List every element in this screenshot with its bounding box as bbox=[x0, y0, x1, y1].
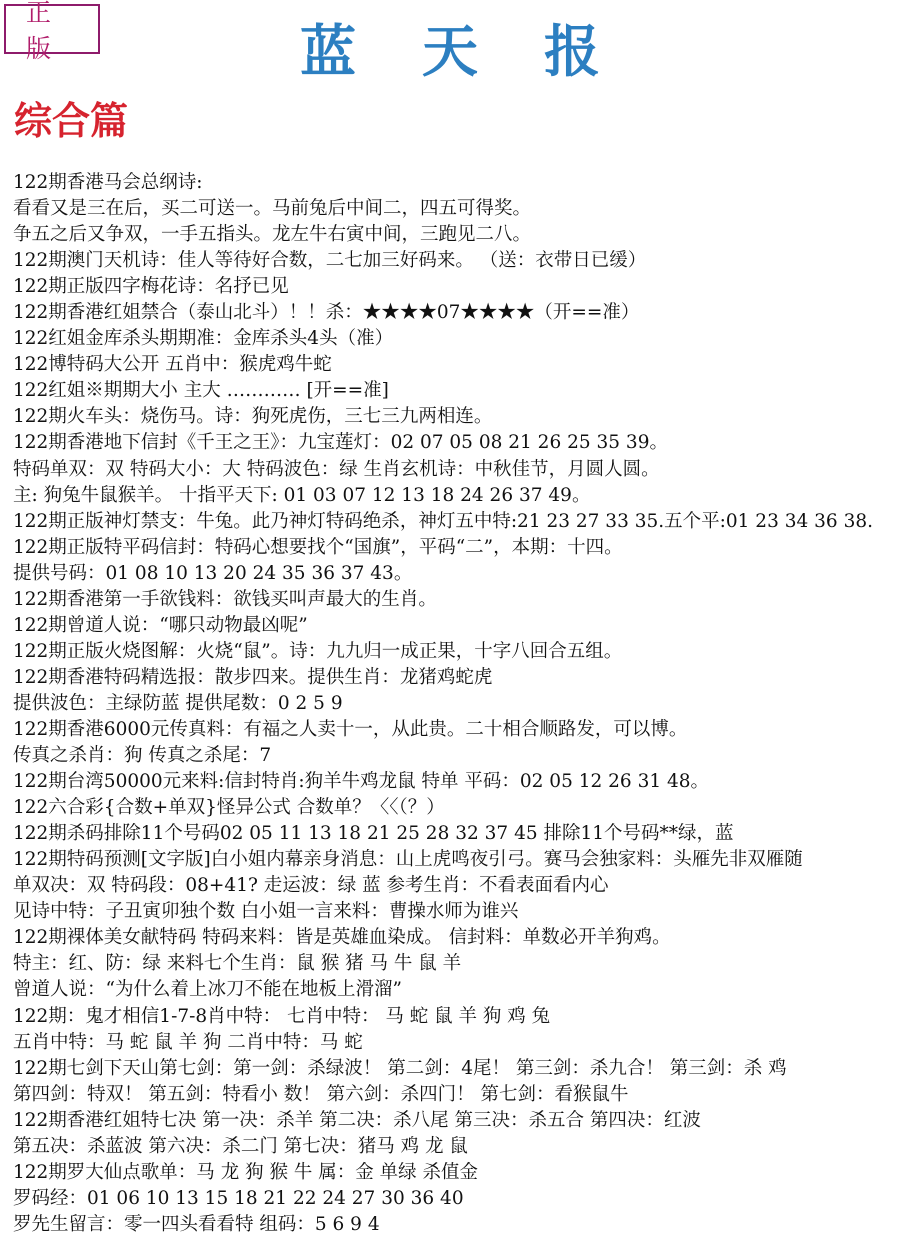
text-line: 单双决：双 特码段：08+41? 走运波：绿 蓝 参考生肖：不看表面看内心 bbox=[13, 875, 609, 897]
text-line: 122期正版特平码信封：特码心想要找个“国旗”，平码“二”，本期：十四。 bbox=[13, 536, 623, 558]
text-line: 122博特码大公开 五肖中：猴虎鸡牛蛇 bbox=[13, 354, 332, 376]
text-line: 特码单双：双 特码大小：大 特码波色：绿 生肖玄机诗：中秋佳节，月圆人圆。 bbox=[13, 458, 660, 480]
text-line: 122红姐※期期大小 主大 ………… [开==准] bbox=[13, 380, 389, 402]
text-line: 122期香港6000元传真料：有福之人卖十一，从此贵。二十相合顺路发，可以博。 bbox=[13, 718, 688, 740]
content-lines bbox=[13, 170, 898, 1238]
text-line: 122期裸体美女献特码 特码来料：皆是英雄血染成。 信封料：单数必开羊狗鸡。 bbox=[13, 927, 671, 949]
text-line: 122期香港第一手欲钱料：欲钱买叫声最大的生肖。 bbox=[13, 588, 437, 610]
section-heading: 综合篇 bbox=[14, 98, 129, 143]
text-line: 122期香港地下信封《千王之王》：九宝莲灯：02 07 05 08 21 26 25 35 39。 bbox=[13, 432, 668, 454]
text-line: 122期香港马会总纲诗: bbox=[13, 172, 203, 193]
text-line: 第四剑：特双！ 第五剑：特看小 数！ 第六剑：杀四门！ 第七剑：看猴鼠牛 bbox=[13, 1083, 629, 1105]
text-line: 提供号码：01 08 10 13 20 24 35 36 37 43。 bbox=[13, 562, 413, 584]
text-line: 提供波色：主绿防蓝 提供尾数：0 2 5 9 bbox=[13, 692, 343, 714]
text-line: 看看又是三在后，买二可送一。马前兔后中间二，四五可得奖。 bbox=[13, 198, 532, 220]
text-line: 122期台湾50000元来料:信封特肖:狗羊牛鸡龙鼠 特单 平码：02 05 12 26 31 48。 bbox=[13, 771, 710, 793]
text-line: 122期香港红姐禁合（泰山北斗）！！杀：★★★★07★★★★（开==准） bbox=[13, 302, 640, 324]
text-line: 传真之杀肖：狗 传真之杀尾：7 bbox=[13, 745, 272, 767]
text-line: 122红姐金库杀头期期准：金库杀头4头（准） bbox=[13, 328, 394, 350]
text-line: 122期七剑下天山第七剑：第一剑：杀绿波！ 第二剑：4尾！ 第三剑：杀九合！ 第三剑：杀 鸡 bbox=[13, 1057, 787, 1079]
text-line: 122期香港红姐特七决 第一决：杀羊 第二决：杀八尾 第三决：杀五合 第四决：红波 bbox=[13, 1109, 701, 1131]
text-line: 122六合彩{合数+单双}怪异公式 合数单？〈〈（？） bbox=[13, 797, 445, 819]
text-line: 罗码经：01 06 10 13 15 18 21 22 24 27 30 36 40 bbox=[13, 1187, 464, 1209]
text-line: 122期曾道人说：“哪只动物最凶呢” bbox=[13, 614, 308, 636]
text-line: 122期澳门天机诗：佳人等待好合数，二七加三好码来。 （送：衣带日已缓） bbox=[13, 250, 647, 272]
edition-badge: 正 版 bbox=[4, 4, 100, 54]
text-line: 争五之后又争双，一手五指头。龙左牛右寅中间，三跑见二八。 bbox=[13, 224, 532, 246]
text-line: 122期杀码排除11个号码02 05 11 13 18 21 25 28 32 37 45 排除11个号码**绿，蓝 bbox=[13, 823, 734, 845]
text-line: 见诗中特：子丑寅卯独个数 白小姐一言来料：曹操水师为谁兴 bbox=[13, 901, 519, 923]
text-line: 122期：鬼才相信1-7-8肖中特： 七肖中特： 马 蛇 鼠 羊 狗 鸡 兔 bbox=[13, 1005, 551, 1027]
text-line: 122期香港特码精选报：散步四来。提供生肖：龙猪鸡蛇虎 bbox=[13, 666, 493, 688]
text-line: 特主：红、防：绿 来料七个生肖：鼠 猴 猪 马 牛 鼠 羊 bbox=[13, 953, 462, 975]
text-line: 五肖中特：马 蛇 鼠 羊 狗 二肖中特：马 蛇 bbox=[13, 1031, 363, 1053]
page-title: 蓝天报 bbox=[300, 19, 666, 85]
text-line: 主: 狗兔牛鼠猴羊。 十指平天下: 01 03 07 12 13 18 24 26 37 49。 bbox=[13, 484, 591, 506]
text-line: 第五决：杀蓝波 第六决：杀二门 第七决：猪马 鸡 龙 鼠 bbox=[13, 1135, 468, 1157]
text-line: 122期特码预测[文字版]白小姐内幕亲身消息：山上虎鸣夜引弓。赛马会独家料：头雁先非双雁随 bbox=[13, 849, 803, 871]
text-line: 122期火车头：烧伤马。诗：狗死虎伤，三七三九两相连。 bbox=[13, 406, 493, 428]
text-line: 122期正版四字梅花诗：名抒已见 bbox=[13, 276, 289, 298]
text-line: 曾道人说：“为什么着上冰刀不能在地板上滑溜” bbox=[13, 979, 402, 1001]
text-line: 122期正版火烧图解：火烧“鼠”。诗：九九归一成正果，十字八回合五组。 bbox=[13, 640, 623, 662]
text-line: 122期罗大仙点歌单：马 龙 狗 猴 牛 属：金 单绿 杀值金 bbox=[13, 1161, 478, 1183]
text-line: 122期正版神灯禁支：牛兔。此乃神灯特码绝杀，神灯五中特:21 23 27 33 35.五个平:01 23 34 36 38. bbox=[13, 510, 873, 532]
text-line: 罗先生留言：零一四头看看特 组码：5 6 9 4 bbox=[13, 1213, 380, 1235]
